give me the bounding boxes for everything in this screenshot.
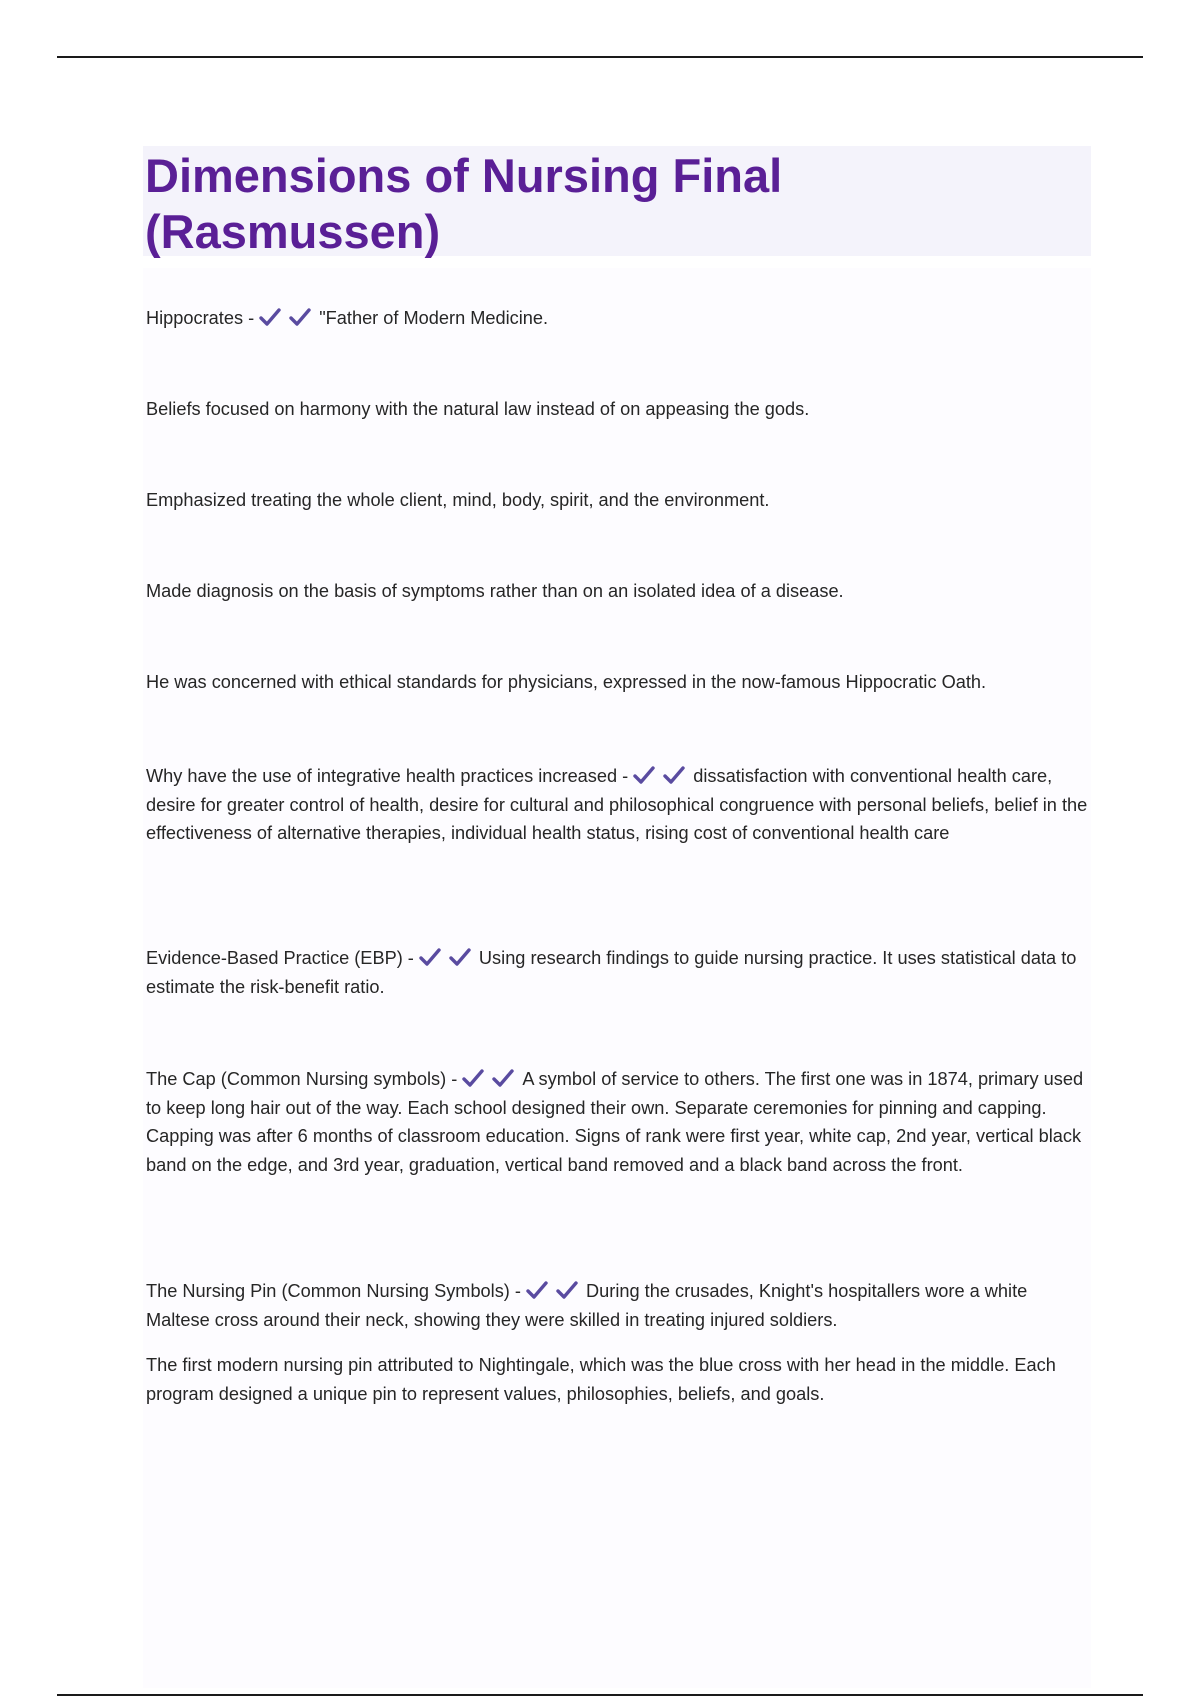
checkmark-icon (556, 1280, 578, 1300)
entry-definition: A symbol of service to others. The first one was in 1874, primary used to keep long hair out of the way. Each school designed their own. Separate ceremonies for pinning and capping. Capping was after 6 months of classroom education. Signs of rank were first year, white cap, 2nd year, vertical black band on the edge, and 3rd year, graduation, vertical band removed and a black band across the front. (146, 1069, 1084, 1175)
top-rule (57, 56, 1143, 58)
entry-definition: "Father of Modern Medicine. (319, 308, 549, 328)
entry-nursing-pin (146, 1277, 1092, 1334)
entry-definition: Using research findings to guide nursing practice. It uses statistical data to estimate the risk-benefit ratio. (146, 948, 1077, 997)
entry-paragraph: Beliefs focused on harmony with the natural law instead of on appeasing the gods. (146, 399, 810, 419)
checkmark-icon (633, 765, 655, 785)
entry-definition: During the crusades, Knight's hospitallers wore a white Maltese cross around their neck, showing they were skilled in treating injured soldiers. (146, 1281, 1028, 1330)
checkmark-icon (289, 307, 311, 327)
entry-term: Why have the use of integrative health practices increased - (146, 766, 634, 786)
entry-term: The Nursing Pin (Common Nursing Symbols) - (146, 1281, 527, 1301)
entry-evidence-based-practice (146, 944, 1092, 1001)
entry-term: The Cap (Common Nursing symbols) - (146, 1069, 463, 1089)
checkmark-icon (419, 947, 441, 967)
checkmark-icon (259, 307, 281, 327)
entry-paragraph: Emphasized treating the whole client, mind, body, spirit, and the environment. (146, 490, 770, 510)
document-title: Dimensions of Nursing Final (Rasmussen) (145, 149, 783, 258)
checkmark-icon (663, 765, 685, 785)
entry-integrative-health (146, 762, 1092, 848)
entry-paragraph: He was concerned with ethical standards for physicians, expressed in the now-famous Hippocratic Oath. (146, 672, 987, 692)
entry-term: Evidence-Based Practice (EBP) - (146, 948, 419, 968)
entry-definition: dissatisfaction with conventional health care, desire for greater control of health, desire for cultural and philosophical congruence with personal beliefs, belief in the effectiveness of alternative therapies, individual health status, rising cost of conventional health care (146, 766, 1088, 843)
bottom-rule (57, 1694, 1143, 1696)
checkmark-icon (526, 1280, 548, 1300)
entry-paragraph: The first modern nursing pin attributed to Nightingale, which was the blue cross with her head in the middle. Each program designed a unique pin to represent values, philosophies, beliefs, and goals. (146, 1355, 1056, 1404)
entry-paragraph: Made diagnosis on the basis of symptoms rather than on an isolated idea of a disease. (146, 581, 844, 601)
checkmark-icon (449, 947, 471, 967)
entry-hippocrates (146, 304, 1092, 333)
checkmark-icon (492, 1068, 514, 1088)
entry-the-cap (146, 1065, 1092, 1179)
entry-term: Hippocrates - (146, 308, 260, 328)
checkmark-icon (462, 1068, 484, 1088)
